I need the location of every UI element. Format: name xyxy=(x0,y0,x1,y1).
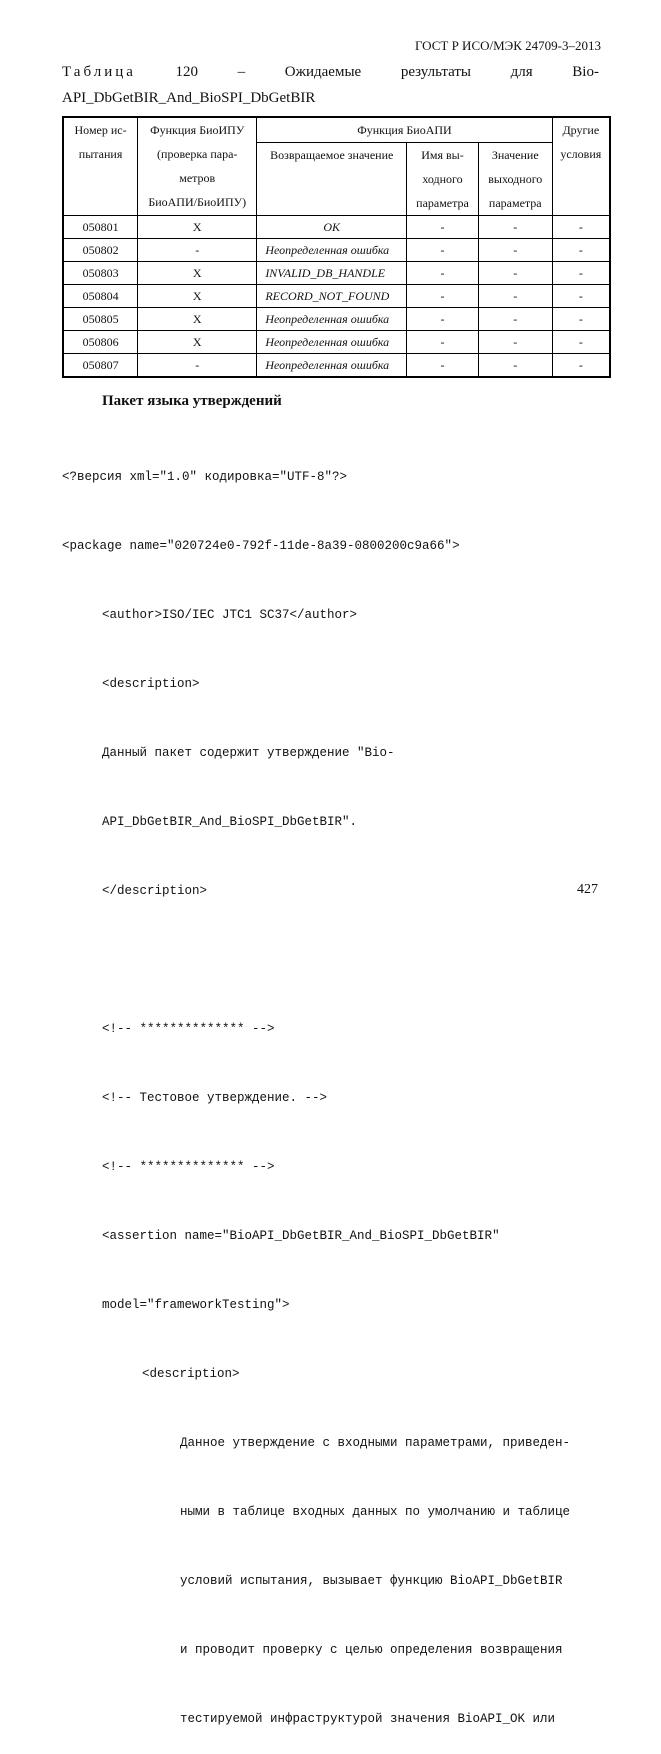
cell-bioipu: - xyxy=(138,239,257,262)
cell-other: - xyxy=(552,239,610,262)
cell-bioipu: X xyxy=(138,262,257,285)
cell-bioipu: X xyxy=(138,331,257,354)
header-output-param-value: Значение выходного параметра xyxy=(478,143,552,216)
caption-word: 120 xyxy=(175,64,199,80)
code-line: тестируемой инфраструктурой значения BioAPI_OK или xyxy=(180,1712,556,1726)
cell-other: - xyxy=(552,331,610,354)
cell-test-number: 050805 xyxy=(63,308,138,331)
code-line: условий испытания, вызывает функцию BioAPI_DbGetBIR xyxy=(180,1574,563,1588)
code-blank-line xyxy=(62,949,570,972)
cell-output-name: - xyxy=(407,331,479,354)
table-row xyxy=(63,308,610,331)
cell-return-value: Неопределенная ошибка xyxy=(257,239,407,262)
cell-test-number: 050802 xyxy=(63,239,138,262)
cell-output-value: - xyxy=(478,308,552,331)
cell-test-number: 050807 xyxy=(63,354,138,378)
caption-word: – xyxy=(237,64,246,80)
cell-output-value: - xyxy=(478,354,552,378)
page-number: 427 xyxy=(577,882,598,897)
cell-output-value: - xyxy=(478,331,552,354)
code-line: Данное утверждение с входными параметрами, приведен- xyxy=(180,1436,571,1450)
code-line: <author>ISO/IEC JTC1 SC37</author> xyxy=(102,608,358,622)
cell-output-value: - xyxy=(478,262,552,285)
cell-other: - xyxy=(552,285,610,308)
code-line: <!-- ************** --> xyxy=(102,1160,275,1174)
header-return-value: Возвращаемое значение xyxy=(257,143,407,216)
cell-output-name: - xyxy=(407,216,479,239)
cell-output-name: - xyxy=(407,285,479,308)
cell-bioipu: X xyxy=(138,216,257,239)
code-line: API_DbGetBIR_And_BioSPI_DbGetBIR". xyxy=(102,815,358,829)
code-line: model="frameworkTesting"> xyxy=(102,1298,290,1312)
code-line: <?версия xml="1.0" кодировка="UTF-8"?> xyxy=(62,470,348,484)
table-row xyxy=(63,354,610,378)
cell-test-number: 050806 xyxy=(63,331,138,354)
document-header: ГОСТ Р ИСО/МЭК 24709-3–2013 xyxy=(414,38,601,53)
cell-other: - xyxy=(552,216,610,239)
header-other-conditions: Другие условия xyxy=(552,117,610,216)
table-caption xyxy=(62,64,599,81)
table-row xyxy=(63,331,610,354)
cell-other: - xyxy=(552,308,610,331)
cell-bioipu: X xyxy=(138,285,257,308)
section-title: Пакет языка утверждений xyxy=(102,393,282,409)
cell-return-value: INVALID_DB_HANDLE xyxy=(257,262,407,285)
cell-other: - xyxy=(552,354,610,378)
cell-return-value: Неопределенная ошибка xyxy=(257,331,407,354)
header-bioipu-function: Функция БиоИПУ (проверка пара- метров БиоАПИ/БиоИПУ) xyxy=(138,117,257,216)
code-line: <!-- ************** --> xyxy=(102,1022,275,1036)
cell-bioipu: X xyxy=(138,308,257,331)
cell-return-value: Неопределенная ошибка xyxy=(257,308,407,331)
header-output-param-name: Имя вы- ходного параметра xyxy=(407,143,479,216)
code-line: <description> xyxy=(142,1367,240,1381)
table-row xyxy=(63,262,610,285)
cell-output-name: - xyxy=(407,308,479,331)
table-row xyxy=(63,216,610,239)
cell-bioipu: - xyxy=(138,354,257,378)
cell-output-value: - xyxy=(478,216,552,239)
code-line: <description> xyxy=(102,677,200,691)
cell-test-number: 050801 xyxy=(63,216,138,239)
results-table xyxy=(62,116,611,378)
caption-word: для xyxy=(510,64,533,80)
cell-output-name: - xyxy=(407,262,479,285)
code-line: и проводит проверку с целью определения возвращения xyxy=(180,1643,563,1657)
cell-test-number: 050804 xyxy=(63,285,138,308)
cell-return-value: Неопределенная ошибка xyxy=(257,354,407,378)
caption-word: результаты xyxy=(400,64,472,80)
cell-other: - xyxy=(552,262,610,285)
header-bioapi-function: Функция БиоАПИ xyxy=(257,117,552,143)
table-caption-line2: API_DbGetBIR_And_BioSPI_DbGetBIR xyxy=(62,90,316,106)
table-row xyxy=(63,285,610,308)
cell-return-value: OK xyxy=(257,216,407,239)
cell-output-name: - xyxy=(407,354,479,378)
table-row xyxy=(63,239,610,262)
caption-word: Ожидаемые xyxy=(284,64,362,80)
caption-word: Таблица xyxy=(62,64,136,80)
cell-output-value: - xyxy=(478,239,552,262)
code-line: <!-- Тестовое утверждение. --> xyxy=(102,1091,328,1105)
code-line: ными в таблице входных данных по умолчанию и таблице xyxy=(180,1505,571,1519)
cell-return-value: RECORD_NOT_FOUND xyxy=(257,285,407,308)
code-line: Данный пакет содержит утверждение "Bio- xyxy=(102,746,395,760)
code-block xyxy=(62,420,570,1754)
cell-output-name: - xyxy=(407,239,479,262)
code-line: <package name="020724e0-792f-11de-8a39-0800200c9a66"> xyxy=(62,539,460,553)
code-line: <assertion name="BioAPI_DbGetBIR_And_BioSPI_DbGetBIR" xyxy=(102,1229,500,1243)
code-line: </description> xyxy=(102,884,208,898)
cell-output-value: - xyxy=(478,285,552,308)
caption-word: Bio- xyxy=(572,64,599,80)
header-test-number: Номер ис- пытания xyxy=(63,117,138,216)
cell-test-number: 050803 xyxy=(63,262,138,285)
